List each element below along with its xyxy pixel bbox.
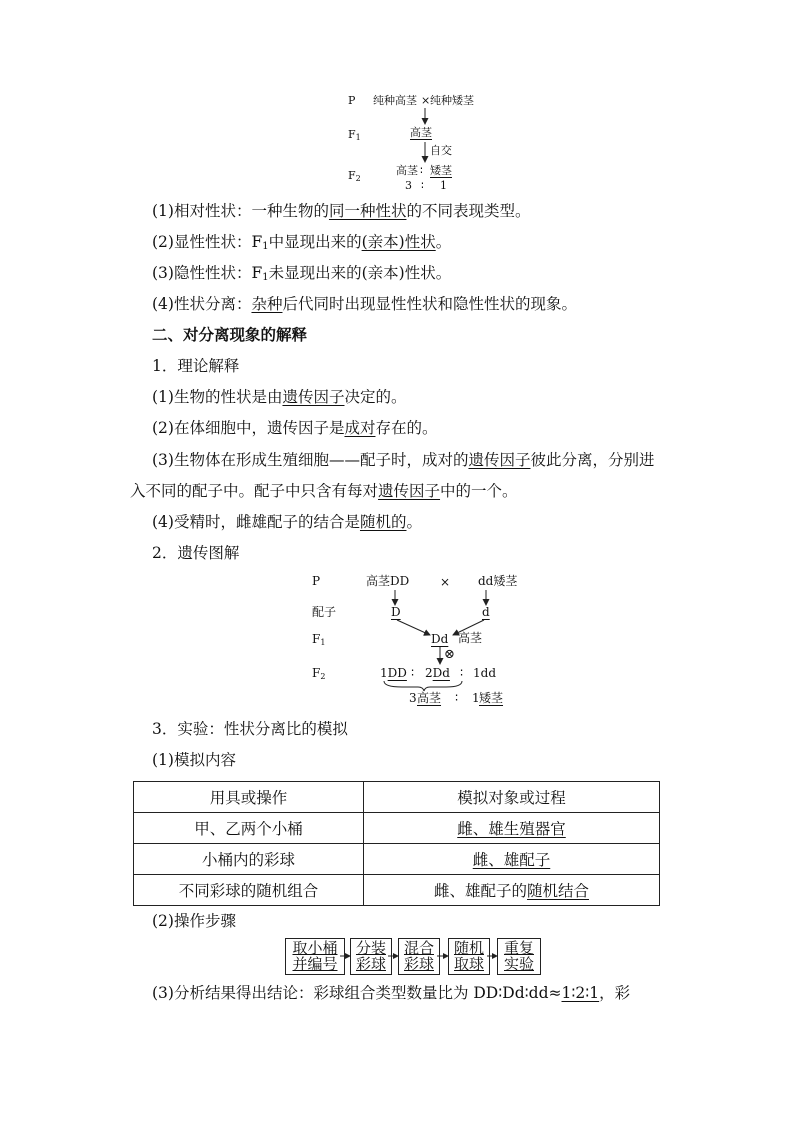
section2-title: 二、对分离现象的解释 xyxy=(152,325,308,344)
step-box: 取小桶 并编号 xyxy=(285,938,345,975)
parent-tall: 纯种高茎 xyxy=(373,94,417,107)
table-header: 用具或操作 xyxy=(134,782,364,813)
bottom-tall: 高茎 xyxy=(417,691,442,705)
f2-colon: ∶ xyxy=(420,164,423,177)
bottom-short: 矮茎 xyxy=(479,691,504,705)
theory-1: (1)生物的性状是由遗传因子决定的。 xyxy=(152,388,407,406)
f2-tall: 高茎 xyxy=(396,164,418,177)
row-label-p: P xyxy=(348,94,356,107)
theory-3: (3)生物体在形成生殖细胞——配子时，成对的遗传因子彼此分离，分别进 xyxy=(152,451,655,469)
f2-colon-2: ∶ xyxy=(460,666,464,680)
step-box: 随机 取球 xyxy=(448,938,490,975)
self-cross-symbol: ⊗ xyxy=(444,647,455,662)
parent-right: dd矮茎 xyxy=(478,574,518,588)
theory-2: (2)在体细胞中，遗传因子是成对存在的。 xyxy=(152,419,438,437)
def-dominant-trait: (2)显性性状：$F_1$中显现出来的(亲本)性状。 xyxy=(152,233,452,252)
ratio-3: 3 xyxy=(405,179,412,192)
table-cell: 雌、雄配子 xyxy=(364,844,660,875)
bottom-colon: ∶ xyxy=(455,691,459,705)
row-label-p: P xyxy=(312,574,321,588)
f2-dd-count: 1DD xyxy=(380,666,407,680)
f1-phenotype: 高茎 xyxy=(458,631,483,645)
f2-short: 矮茎 xyxy=(430,164,452,177)
selfing-label: 自交 xyxy=(430,144,452,157)
result-line: (3)分析结果得出结论：彩球组合类型数量比为 DD∶Dd∶dd≈1∶2∶1，彩 xyxy=(152,984,631,1002)
row-label-f1: $F_1$ xyxy=(348,128,361,142)
sub2-title: 2．遗传图解 xyxy=(152,544,240,562)
cross-symbol: × xyxy=(440,575,451,589)
def-recessive-trait: (3)隐性性状：$F_1$未显现出来的(亲本)性状。 xyxy=(152,264,452,283)
sub1-title: 1．理论解释 xyxy=(152,357,240,375)
def-trait-segregation: (4)性状分离：杂种后代同时出现显性性状和隐性性状的现象。 xyxy=(152,295,577,313)
f1-tall: 高茎 xyxy=(410,126,432,139)
steps-title: (2)操作步骤 xyxy=(152,912,236,930)
table-cell: 不同彩球的随机组合 xyxy=(134,875,364,906)
sub3-title: 3．实验：性状分离比的模拟 xyxy=(152,720,348,738)
table-header: 模拟对象或过程 xyxy=(364,782,660,813)
table-cell: 甲、乙两个小桶 xyxy=(134,813,364,844)
row-label-f2: $F_2$ xyxy=(348,169,361,183)
ratio-colon: ∶ xyxy=(421,179,424,192)
step-box: 分装 彩球 xyxy=(350,938,392,975)
row-label-f2: $F_2$ xyxy=(312,666,326,681)
sim-title: (1)模拟内容 xyxy=(152,751,236,769)
bottom-1: 1 xyxy=(472,691,480,705)
gamete-d-dominant: D xyxy=(391,605,401,619)
ratio-1: 1 xyxy=(440,179,447,192)
bottom-3: 3 xyxy=(409,691,417,705)
parent-short: 纯种矮茎 xyxy=(430,94,474,107)
f2-dd-hetero: 2Dd xyxy=(425,666,450,680)
cross-symbol: × xyxy=(421,94,431,107)
step-box: 重复 实验 xyxy=(497,938,541,975)
f2-colon-1: ∶ xyxy=(411,666,415,680)
f2-dd-recessive: 1dd xyxy=(473,666,496,680)
table-cell: 小桶内的彩球 xyxy=(134,844,364,875)
parent-left: 高茎DD xyxy=(366,574,410,588)
table-cell: 雌、雄生殖器官 xyxy=(364,813,660,844)
theory-4: (4)受精时，雌雄配子的结合是随机的。 xyxy=(152,513,422,531)
row-label-f1: $F_1$ xyxy=(312,632,326,647)
step-box: 混合 彩球 xyxy=(398,938,440,975)
f1-genotype: Dd xyxy=(431,632,449,646)
row-label-gamete: 配子 xyxy=(312,605,337,619)
table-cell: 雌、雄配子的随机结合 xyxy=(364,875,660,906)
def-relative-trait: (1)相对性状：一种生物的同一种性状的不同表现类型。 xyxy=(152,202,531,220)
theory-3-cont: 入不同的配子中。配子中只含有每对遗传因子中的一个。 xyxy=(130,482,518,500)
gamete-d-recessive: d xyxy=(482,605,490,619)
